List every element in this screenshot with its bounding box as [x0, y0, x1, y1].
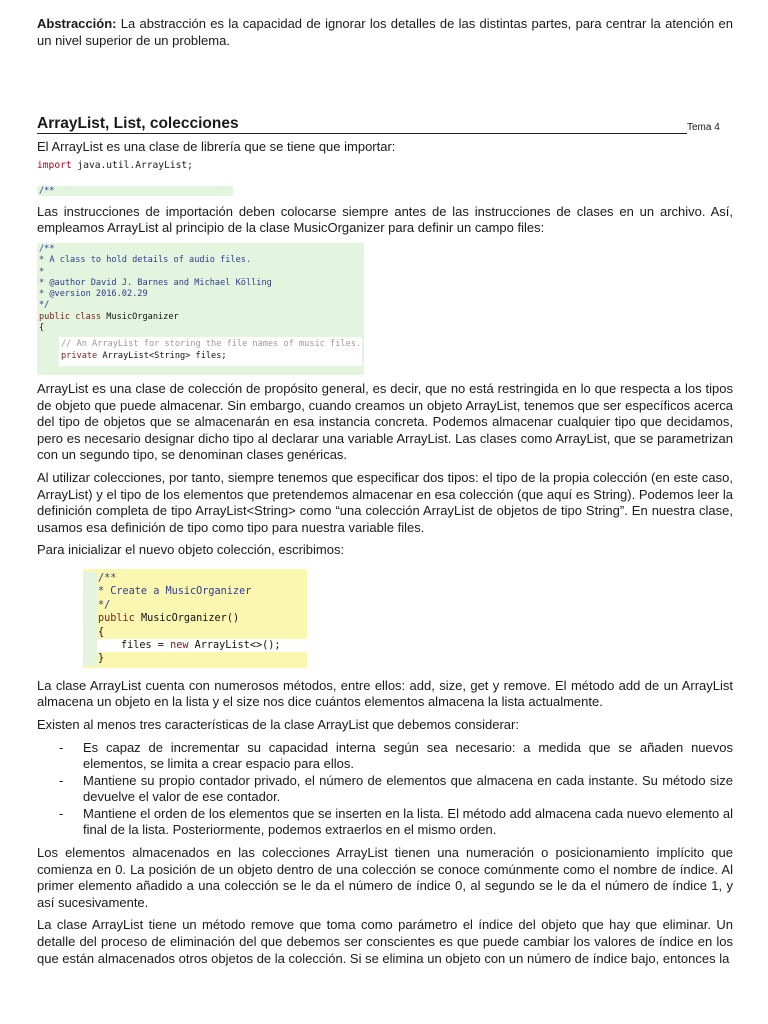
- list-item-text: Mantiene su propio contador privado, el número de elementos que almacena en cada instante. Su método size devuelve el valor de ese contador.: [83, 772, 733, 805]
- abstraccion-term: Abstracción:: [37, 16, 117, 31]
- code-text: files =: [121, 639, 171, 651]
- abstraccion-text: La abstracción es la capacidad de ignorar los detalles de las distintas partes, para centrar la atención en un nivel superior de un problema.: [37, 16, 733, 48]
- list-bullet: -: [59, 772, 64, 788]
- code-keyword: new: [170, 639, 189, 651]
- music-organizer-code: [37, 243, 364, 375]
- import-code: [37, 159, 733, 172]
- list-item: [37, 806, 733, 839]
- code-line: * @author David J. Barnes and Michael Kölling: [39, 277, 272, 288]
- code-line: /**: [39, 243, 55, 254]
- code-line: * A class to hold details of audio files.: [39, 255, 252, 266]
- code-text: ArrayList<>();: [188, 639, 281, 651]
- document-page: [37, 14, 733, 967]
- tema-label: Tema 4: [687, 122, 720, 134]
- code-line: * Create a MusicOrganizer: [98, 586, 252, 598]
- code-line: [97, 639, 307, 652]
- code-keyword: public class: [39, 311, 102, 322]
- section-heading: [37, 114, 733, 134]
- constructor-code: [83, 569, 307, 668]
- code-tail: [39, 366, 362, 372]
- code-keyword: public: [98, 613, 135, 625]
- code-line: [39, 312, 362, 323]
- code-body: [97, 572, 307, 666]
- code-strip: /**: [37, 186, 233, 196]
- init-paragraph: Para inicializar el nuevo objeto colección, escribimos:: [37, 542, 345, 558]
- list-bullet: -: [59, 805, 64, 821]
- abstraccion-paragraph: [37, 16, 733, 49]
- caracteristicas-paragraph: Existen al menos tres características de la clase ArrayList que debemos considerar:: [37, 716, 519, 732]
- tipos-paragraph: Al utilizar colecciones, por tanto, siempre tenemos que especificar dos tipos: el tipo de la propia colección (en este caso, ArrayList) y el tipo de los elementos que pretendemos almacenar en esa colección (que aquí es String). Podemos leer la definición completa de tipo ArrayList<String> como “una colección ArrayList de objetos de tipo String”. En nuestra clase, usamos esa definición de tipo como tipo para nuestra variable files.: [37, 469, 733, 535]
- section-title: ArrayList, List, colecciones: [37, 115, 687, 134]
- indice-paragraph: Los elementos almacenados en las colecciones ArrayList tienen una numeración o posicionamiento implícito que comienza en 0. La posición de un objeto dentro de una colección se conoce comúnmente como el nombre de índice. Al primer elemento añadido a una colección se le da el número de índice 0, al segundo se le da el número de índice 1, y así sucesivamente.: [37, 845, 733, 910]
- metodos-paragraph: La clase ArrayList cuenta con numerosos métodos, entre ellos: add, size, get y remove. El método add de un ArrayList almacena un objeto en la lista y el size nos dice cuántos elementos almacena la lista actualmente.: [37, 677, 733, 710]
- intro-paragraph: El ArrayList es una clase de librería que se tiene que importar:: [37, 139, 396, 155]
- import-keyword: import: [37, 159, 72, 171]
- list-bullet: -: [59, 739, 64, 755]
- code-line: *: [39, 266, 45, 277]
- code-line: */: [39, 300, 50, 311]
- import-rest: java.util.ArrayList;: [71, 159, 193, 171]
- code-line: * @version 2016.02.29: [39, 289, 148, 300]
- code-gutter: [83, 572, 97, 666]
- code-line: {: [39, 323, 45, 334]
- code-text: MusicOrganizer(): [134, 613, 240, 625]
- import-paragraph: Las instrucciones de importación deben colocarse siempre antes de las instrucciones de clases en un archivo. Así, empleamos ArrayList al principio de la clase MusicOrganizer para definir un campo files:: [37, 203, 733, 236]
- list-item: [37, 740, 733, 773]
- general-paragraph: ArrayList es una clase de colección de propósito general, es decir, que no está restringida en lo que respecta a los tipos de objeto que puede almacenar. Sin embargo, cuando creamos un objeto ArrayList, tenemos que ser específicos acerca del tipo de objetos que se almacenarán en esa instancia concreta. Podemos almacenar cualquier tipo que decidamos, pero es necesario designar dicho tipo al declarar una variable ArrayList. Las clases como ArrayList, que se parametrizan con un segundo tipo, se denominan clases genéricas.: [37, 380, 733, 463]
- code-text: ArrayList<String> files;: [97, 350, 227, 361]
- list-item-text: Es capaz de incrementar su capacidad interna según sea necesario: a medida que se añaden nuevos elementos, se limita a crear espacio para ellos.: [83, 739, 733, 772]
- code-line: [61, 351, 362, 362]
- list-item-text: Mantiene el orden de los elementos que se inserten en la lista. El método add almacena cada nuevo elemento al final de la lista. Posteriormente, podemos extraerlos en el mismo orden.: [83, 805, 733, 838]
- code-keyword: private: [61, 350, 98, 361]
- caracteristicas-list: [37, 740, 733, 840]
- remove-paragraph: La clase ArrayList tiene un método remove que toma como parámetro el índice del objeto que hay que eliminar. Un detalle del proceso de eliminación del que debemos ser conscientes es que puede cambiar los valores de índice en los que están almacenados otros objetos de la colección. Si se elimina un objeto con un número de índice bajo, entonces la: [37, 917, 733, 966]
- code-comment: // An ArrayList for storing the file names of music files.: [61, 339, 362, 350]
- code-line: */: [98, 599, 111, 611]
- list-item: [37, 773, 733, 806]
- code-line: {: [98, 626, 105, 638]
- code-field-block: [59, 337, 362, 366]
- code-text: MusicOrganizer: [101, 311, 179, 322]
- code-line: /**: [98, 572, 117, 584]
- code-line: [98, 612, 307, 625]
- code-line: }: [98, 653, 105, 665]
